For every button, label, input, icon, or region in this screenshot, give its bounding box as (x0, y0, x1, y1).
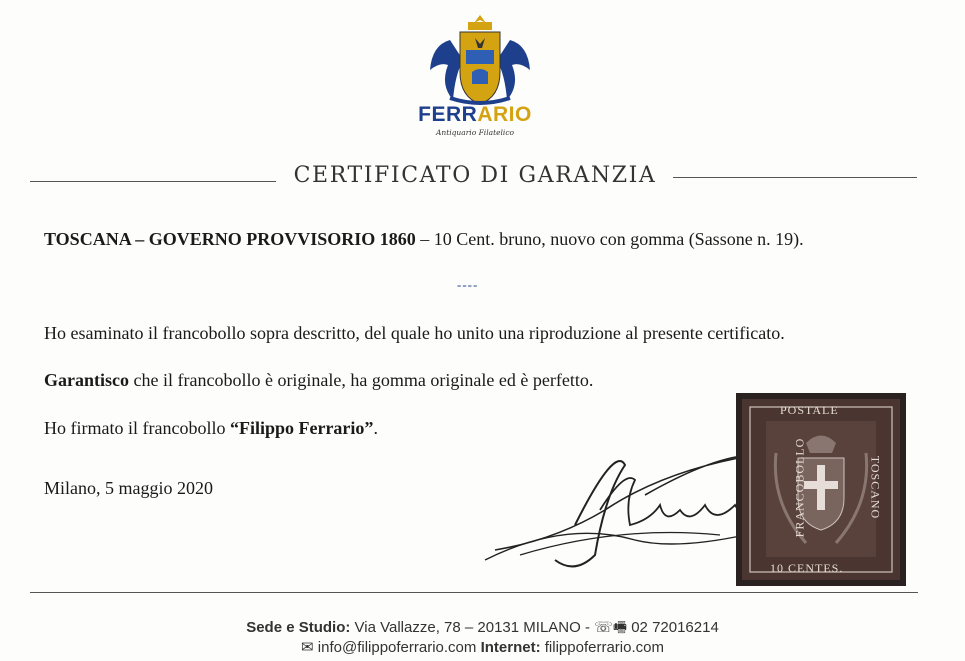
guarantee-paragraph (44, 368, 593, 393)
handwritten-signature (480, 440, 770, 580)
brand-tagline: Antiquario Filatelico (435, 128, 515, 137)
separator: ---- (457, 277, 479, 292)
certificate-title: CERTIFICATO DI GARANZIA (293, 163, 657, 188)
examined-paragraph: Ho esaminato il francobollo sopra descritto, del quale ho unito una riproduzione al presente certificato. (44, 323, 785, 343)
guarantee-bold: Garantisco (44, 370, 129, 390)
signed-prefix: Ho firmato il francobollo (44, 418, 230, 438)
stamp-text-right: TOSCANO (868, 455, 883, 520)
address: Via Vallazze, 78 – 20131 MILANO - (350, 619, 595, 636)
signed-paragraph (44, 416, 378, 441)
footer-contact-line (0, 638, 965, 656)
internet-label: Internet: (480, 639, 541, 656)
stamp-description (44, 227, 904, 252)
footer-rule (30, 592, 918, 593)
guarantee-rest: che il francobollo è originale, ha gomma originale ed è perfetto. (129, 370, 594, 390)
phone-fax-icon: ☏🖷 (594, 619, 628, 636)
stamp-text-bottom: 10 CENTES. (770, 561, 844, 575)
signed-suffix: . (373, 418, 378, 438)
stamp-text-left: FRANCOBOLLO (792, 437, 807, 538)
stamp-text-top: POSTALE (780, 403, 839, 417)
studio-label: Sede e Studio: (246, 619, 351, 636)
brand-part2: ARIO (477, 103, 532, 126)
brand-name (400, 103, 550, 127)
stamp-description-bold: TOSCANA – GOVERNO PROVVISORIO 1860 (44, 229, 416, 249)
website-link[interactable]: filippoferrario.com (540, 639, 664, 656)
email-address[interactable]: info@filippoferrario.com (313, 639, 481, 656)
place-date: Milano, 5 maggio 2020 (44, 478, 213, 498)
mail-icon: ✉ (301, 639, 314, 656)
coat-of-arms-logo (420, 10, 540, 110)
stamp-description-rest: – 10 Cent. bruno, nuovo con gomma (Sassone n. 19). (415, 229, 804, 249)
brand-part1: FERR (418, 103, 478, 126)
signed-name: “Filippo Ferrario” (229, 418, 374, 438)
phone-number: 02 72016214 (627, 619, 719, 636)
title-rule-right (673, 177, 917, 178)
